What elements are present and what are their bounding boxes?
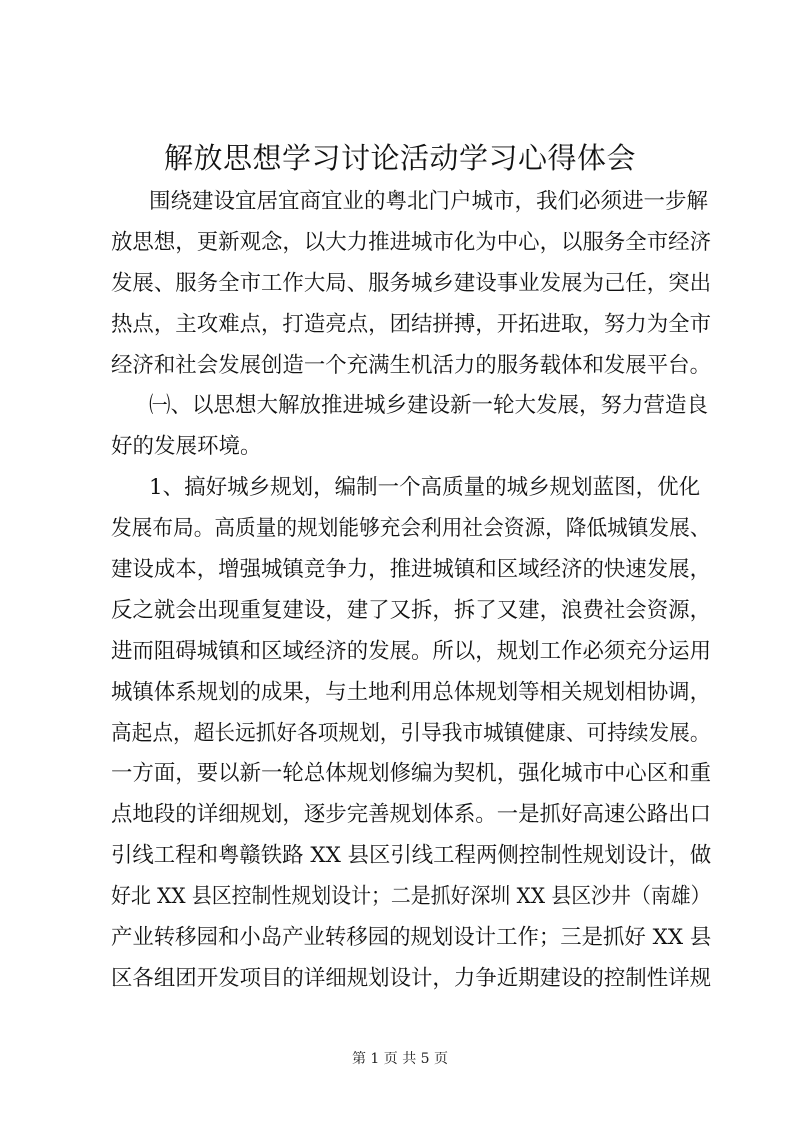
text-line: 点地段的详细规划，逐步完善规划体系。一是抓好高速公路出口 <box>111 802 712 828</box>
text-line: 发展布局。高质量的规划能够充会利用社会资源，降低城镇发展、 <box>111 516 711 542</box>
section-heading-line: 好的发展环境。 <box>111 434 262 460</box>
text-line: 发展、服务全市工作大局、服务城乡建设事业发展为己任，突出 <box>111 270 712 296</box>
text-line: 高起点，超长远抓好各项规划，引导我市城镇健康、可持续发展。 <box>111 720 711 746</box>
text-line: 围绕建设宜居宜商宜业的粤北门户城市，我们必须进一步解 <box>149 189 709 214</box>
page-number-footer: 第 1 页 共 5 页 <box>351 1051 449 1067</box>
document-body <box>111 182 711 1000</box>
text-line: 反之就会出现重复建设，建了又拆，拆了又建，浪费社会资源， <box>111 597 712 623</box>
section-heading-line: ㈠、以思想大解放推进城乡建设新一轮大发展，努力营造良 <box>149 393 709 419</box>
text-line: 城镇体系规划的成果，与土地利用总体规划等相关规划相协调， <box>111 679 712 705</box>
text-line: 建设成本，增强城镇竞争力，推进城镇和区域经济的快速发展， <box>111 557 712 583</box>
text-line: 一方面，要以新一轮总体规划修编为契机，强化城市中心区和重 <box>111 761 712 787</box>
text-line: 区各组团开发项目的详细规划设计，力争近期建设的控制性详规 <box>111 965 712 991</box>
text-line: 进而阻碍城镇和区域经济的发展。所以，规划工作必须充分运用 <box>111 638 712 664</box>
text-line: 产业转移园和小岛产业转移园的规划设计工作；三是抓好 XX 县 <box>111 925 712 951</box>
document-title: 解放思想学习讨论活动学习心得体会 <box>163 141 636 175</box>
text-line: 经济和社会发展创造一个充满生机活力的服务载体和发展平台。 <box>111 352 712 378</box>
text-line: 放思想，更新观念，以大力推进城市化为中心，以服务全市经济 <box>111 229 712 255</box>
text-line: 1、搞好城乡规划，编制一个高质量的城乡规划蓝图，优化 <box>149 475 701 501</box>
text-line: 热点，主攻难点，打造亮点，团结拼搏，开拓进取，努力为全市 <box>111 311 712 337</box>
text-line: 引线工程和粤赣铁路 XX 县区引线工程两侧控制性规划设计，做 <box>111 843 712 869</box>
text-line: 好北 XX 县区控制性规划设计；二是抓好深圳 XX 县区沙井（南雄） <box>111 884 711 910</box>
